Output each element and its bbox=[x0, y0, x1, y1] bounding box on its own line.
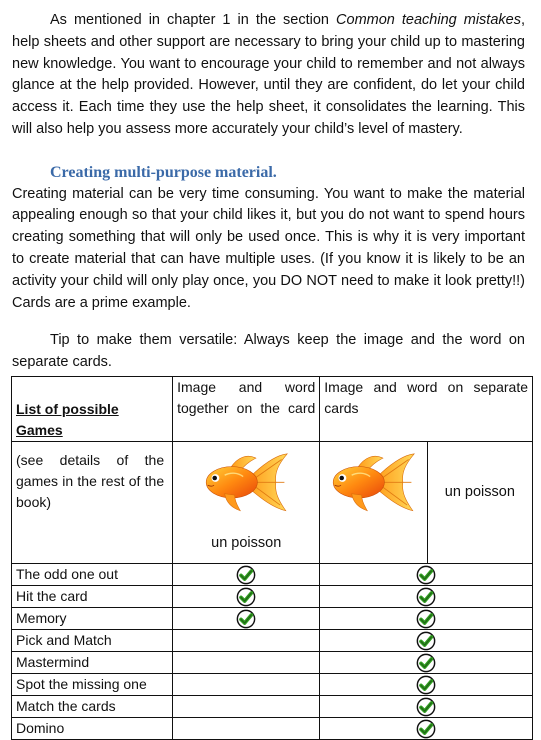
table-row bbox=[12, 674, 533, 696]
table-row bbox=[12, 696, 533, 718]
intro-italic-reference: Common teaching mistakes bbox=[336, 12, 521, 28]
intro-text-end: , help sheets and other support are necessary to bring your child up to mastering new knowledge. You want to encourage your child to remember and not always glance at the help provided. However, until they are confident, do let your child access it. Each time they use the help sheet, it consolidates the learning. This will also help you assess more accurately your child’s level of mastery. bbox=[12, 12, 525, 137]
together-check-cell bbox=[173, 674, 320, 696]
separate-check-cell bbox=[320, 652, 533, 674]
green-checkmark-icon bbox=[416, 675, 436, 695]
header-separate: Image and word on separate cards bbox=[320, 377, 533, 442]
table-row bbox=[12, 630, 533, 652]
game-name: Memory bbox=[12, 608, 173, 630]
game-name: Pick and Match bbox=[12, 630, 173, 652]
green-checkmark-icon bbox=[416, 565, 436, 585]
details-note: (see details of the games in the rest of the book) bbox=[12, 442, 173, 564]
green-checkmark-icon bbox=[236, 565, 256, 585]
word-separate: un poisson bbox=[427, 442, 532, 564]
green-checkmark-icon bbox=[236, 587, 256, 607]
intro-paragraph bbox=[12, 10, 525, 141]
header-together: Image and word together on the card bbox=[173, 377, 320, 442]
together-check-cell bbox=[173, 652, 320, 674]
section-heading: Creating multi-purpose material. bbox=[50, 163, 277, 181]
separate-check-cell bbox=[320, 674, 533, 696]
separate-image-cell bbox=[320, 442, 427, 564]
separate-check-cell bbox=[320, 718, 533, 740]
together-check-cell bbox=[173, 564, 320, 586]
word-together: un poisson bbox=[211, 535, 282, 551]
table-row bbox=[12, 586, 533, 608]
together-check-cell bbox=[173, 586, 320, 608]
separate-check-cell bbox=[320, 608, 533, 630]
table-row bbox=[12, 564, 533, 586]
separate-check-cell bbox=[320, 564, 533, 586]
game-name: Domino bbox=[12, 718, 173, 740]
game-name: Mastermind bbox=[12, 652, 173, 674]
together-check-cell bbox=[173, 696, 320, 718]
together-card-cell bbox=[173, 442, 320, 564]
green-checkmark-icon bbox=[416, 653, 436, 673]
separate-check-cell bbox=[320, 630, 533, 652]
goldfish-image bbox=[203, 451, 289, 515]
green-checkmark-icon bbox=[416, 631, 436, 651]
together-check-cell bbox=[173, 630, 320, 652]
green-checkmark-icon bbox=[416, 587, 436, 607]
game-name: Hit the card bbox=[12, 586, 173, 608]
table-row bbox=[12, 608, 533, 630]
tip-paragraph: Tip to make them versatile: Always keep the image and the word on separate cards. bbox=[12, 332, 525, 371]
game-rows bbox=[12, 564, 533, 740]
page-content bbox=[12, 10, 525, 374]
body-paragraph: Creating material can be very time consuming. You want to make the material appealing enough so that your child likes it, but you do not want to spend hours creating something that will only be used once. This is why it is very important to create material that can have multiple uses. (If you know it is likely to be an activity your child will only play once, you DO NOT need to make it look pretty!!) Cards are a prime example. bbox=[12, 185, 525, 311]
game-name: Match the cards bbox=[12, 696, 173, 718]
green-checkmark-icon bbox=[416, 609, 436, 629]
together-check-cell bbox=[173, 718, 320, 740]
together-check-cell bbox=[173, 608, 320, 630]
games-table bbox=[11, 376, 533, 740]
table-row bbox=[12, 652, 533, 674]
game-name: The odd one out bbox=[12, 564, 173, 586]
header-games: List of possible Games bbox=[12, 377, 173, 442]
intro-text-start: As mentioned in chapter 1 in the section bbox=[50, 12, 337, 28]
table-row bbox=[12, 718, 533, 740]
game-name: Spot the missing one bbox=[12, 674, 173, 696]
separate-check-cell bbox=[320, 696, 533, 718]
green-checkmark-icon bbox=[416, 697, 436, 717]
green-checkmark-icon bbox=[416, 719, 436, 739]
separate-check-cell bbox=[320, 586, 533, 608]
green-checkmark-icon bbox=[236, 609, 256, 629]
goldfish-image bbox=[330, 451, 416, 515]
